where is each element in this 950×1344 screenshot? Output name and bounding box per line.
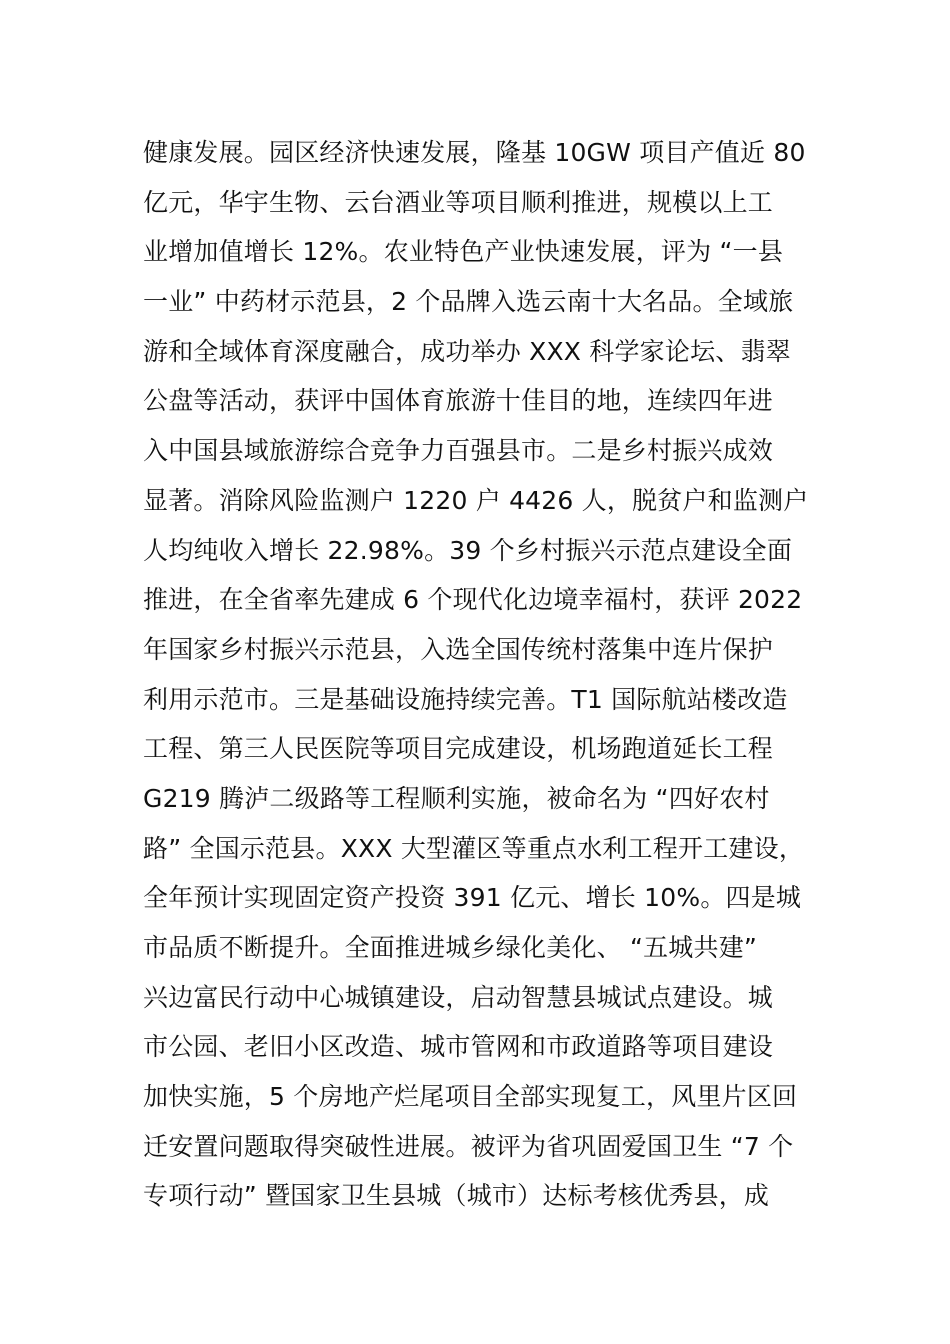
text-line: 推进，在全省率先建成 6 个现代化边境幸福村，获评 2022	[143, 585, 803, 615]
text-line: 市公园、老旧小区改造、城市管网和市政道路等项目建设	[143, 1032, 774, 1062]
text-line: 利用示范市。三是基础设施持续完善。T1 国际航站楼改造	[143, 684, 788, 714]
text-line: 游和全域体育深度融合，成功举办 XXX 科学家论坛、翡翠	[143, 336, 791, 366]
text-line: 工程、第三人民医院等项目完成建设，机场跑道延长工程	[143, 734, 774, 764]
text-line: 业增加值增长 12%。农业特色产业快速发展，评为 “一县	[143, 237, 784, 267]
text-line: 人均纯收入增长 22.98%。39 个乡村振兴示范点建设全面	[143, 535, 793, 565]
body-paragraph	[143, 128, 843, 1221]
text-line: 全年预计实现固定资产投资 391 亿元、增长 10%。四是城	[143, 883, 802, 913]
text-line: 市品质不断提升。全面推进城乡绿化美化、 “五城共建”	[143, 933, 758, 962]
text-line: 兴边富民行动中心城镇建设，启动智慧县城试点建设。城	[143, 982, 774, 1012]
text-line: 入中国县域旅游综合竞争力百强县市。二是乡村振兴成效	[143, 436, 774, 466]
text-line: 亿元，华宇生物、云台酒业等项目顺利推进，规模以上工	[143, 187, 774, 217]
text-line: 迁安置问题取得突破性进展。被评为省巩固爱国卫生 “7 个	[143, 1131, 794, 1161]
text-line: G219 腾泸二级路等工程顺利实施，被命名为 “四好农村	[143, 783, 770, 813]
text-line: 专项行动” 暨国家卫生县城（城市）达标考核优秀县，成	[143, 1181, 770, 1211]
text-line: 加快实施，5 个房地产烂尾项目全部实现复工，风里片区回	[143, 1082, 798, 1112]
text-line: 年国家乡村振兴示范县，入选全国传统村落集中连片保护	[143, 634, 774, 664]
text-line: 健康发展。园区经济快速发展，隆基 10GW 项目产值近 80	[143, 138, 806, 167]
text-line: 路” 全国示范县。XXX 大型灌区等重点水利工程开工建设，	[143, 833, 805, 863]
text-line: 显著。消除风险监测户 1220 户 4426 人，脱贫户和监测户	[143, 485, 809, 515]
text-line: 公盘等活动，获评中国体育旅游十佳目的地，连续四年进	[143, 386, 774, 416]
text-line: 一业” 中药材示范县，2 个品牌入选云南十大名品。全域旅	[143, 287, 794, 317]
